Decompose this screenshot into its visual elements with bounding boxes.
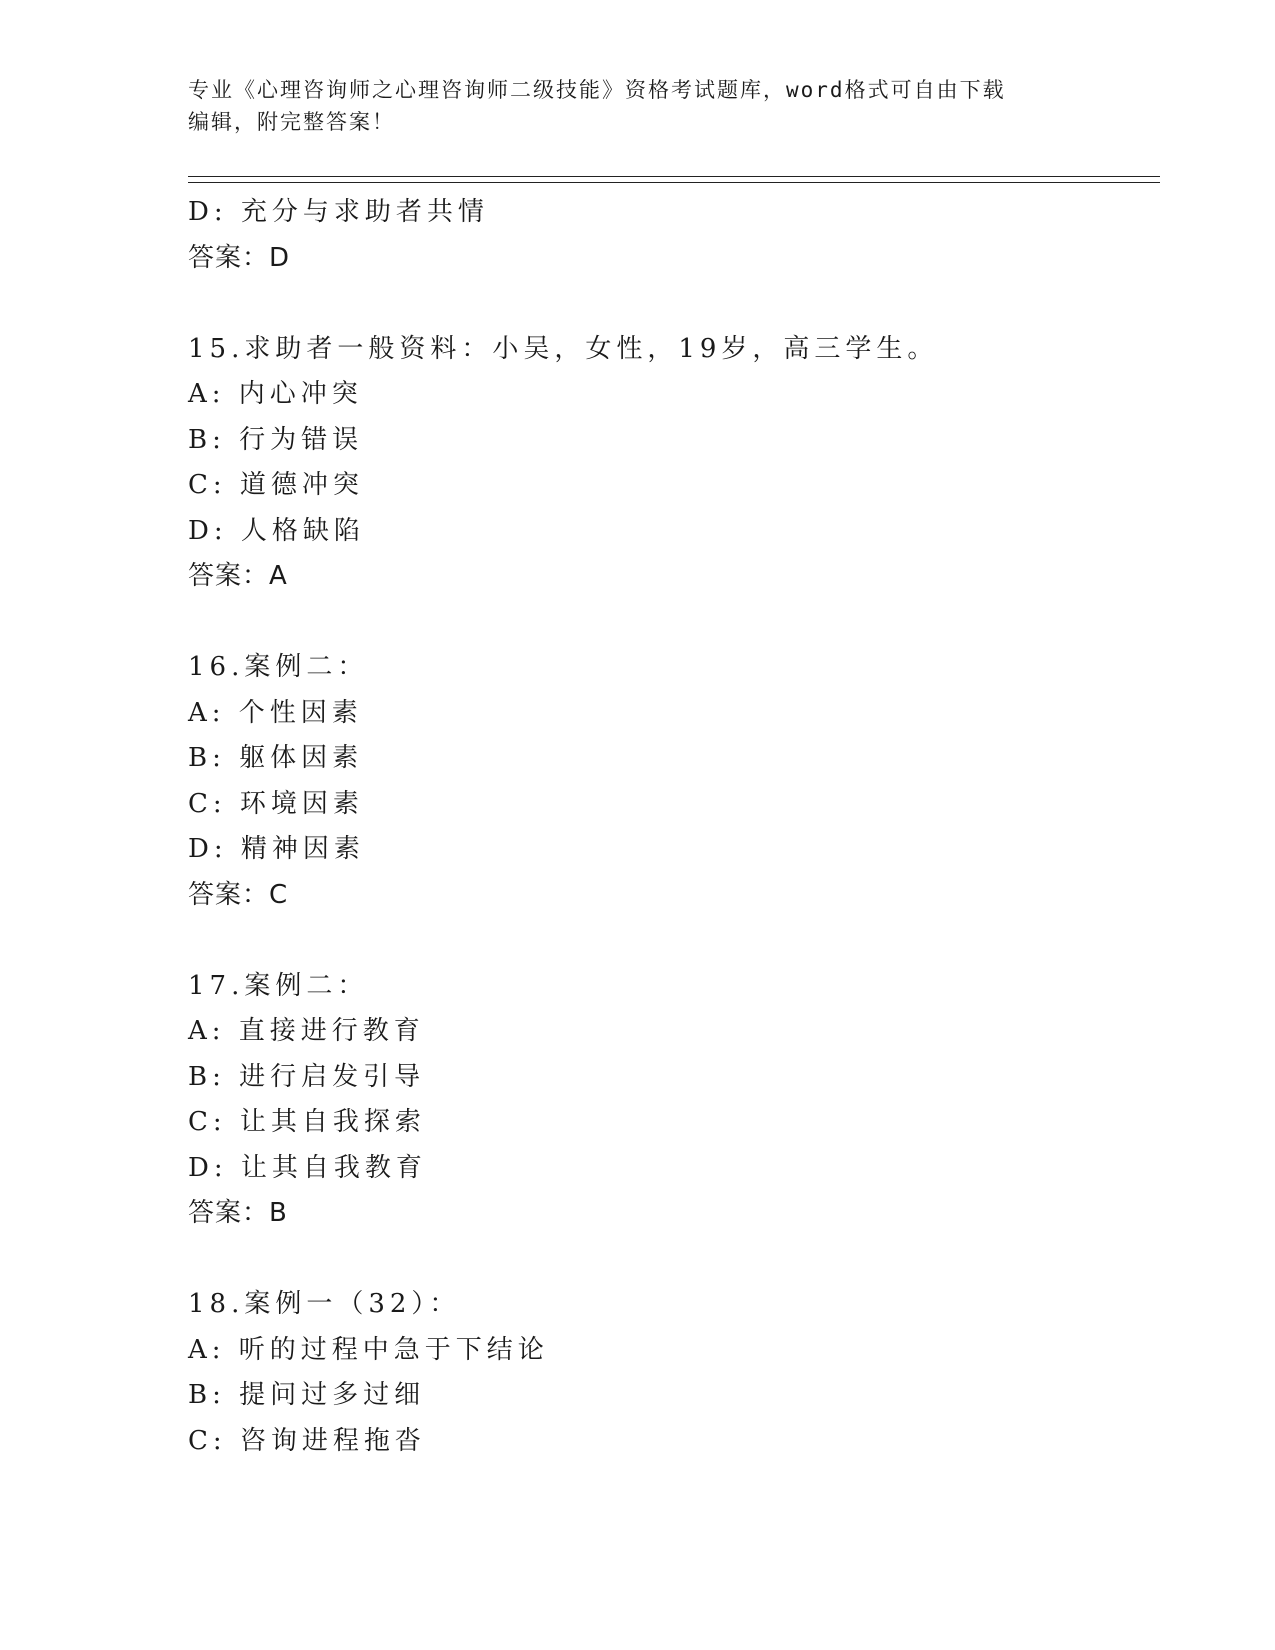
answer-option: C: 道德冲突	[188, 470, 364, 500]
answer-option: B: 进行启发引导	[188, 1061, 426, 1092]
answer-option: C: 让其自我探索	[188, 1107, 426, 1137]
answer-option: B: 躯体因素	[188, 743, 364, 773]
header-line-2: 编辑，附完整答案！	[188, 110, 395, 134]
header-line-1: 专业《心理咨询师之心理咨询师二级技能》资格考试题库，word格式可自由下载	[188, 78, 1006, 102]
answer-option: B: 提问过多过细	[188, 1380, 426, 1410]
answer-option: C: 咨询进程拖沓	[188, 1425, 426, 1456]
question-stem: 16.案例二：	[188, 652, 369, 682]
answer-key: 答案：D	[188, 242, 291, 273]
question-stem: 15.求助者一般资料：小吴，女性，19岁，高三学生。	[188, 333, 939, 364]
section-gap	[188, 281, 1160, 327]
document-header	[188, 74, 1088, 138]
answer-option: C: 环境因素	[188, 788, 364, 819]
answer-option: D: 充分与求助者共情	[188, 197, 489, 227]
section-gap	[188, 918, 1160, 964]
answer-option: A: 直接进行教育	[188, 1016, 425, 1046]
answer-option: A: 个性因素	[188, 697, 363, 728]
question-list	[188, 190, 1160, 1464]
question-stem: 18.案例一（32）：	[188, 1289, 461, 1319]
answer-option: D: 让其自我教育	[188, 1152, 427, 1183]
header-divider-bottom	[188, 182, 1160, 183]
question-stem: 17.案例二：	[188, 970, 369, 1001]
section-gap	[188, 1237, 1160, 1283]
answer-option: A: 听的过程中急于下结论	[188, 1334, 549, 1365]
answer-option: D: 人格缺陷	[188, 515, 365, 546]
answer-key: 答案：C	[188, 879, 289, 910]
section-gap	[188, 600, 1160, 646]
answer-option: A: 内心冲突	[188, 379, 363, 409]
answer-option: B: 行为错误	[188, 424, 364, 455]
header-divider-top	[188, 176, 1160, 177]
answer-option: D: 精神因素	[188, 834, 365, 864]
answer-key: 答案：A	[188, 561, 288, 591]
answer-key: 答案：B	[188, 1198, 288, 1228]
